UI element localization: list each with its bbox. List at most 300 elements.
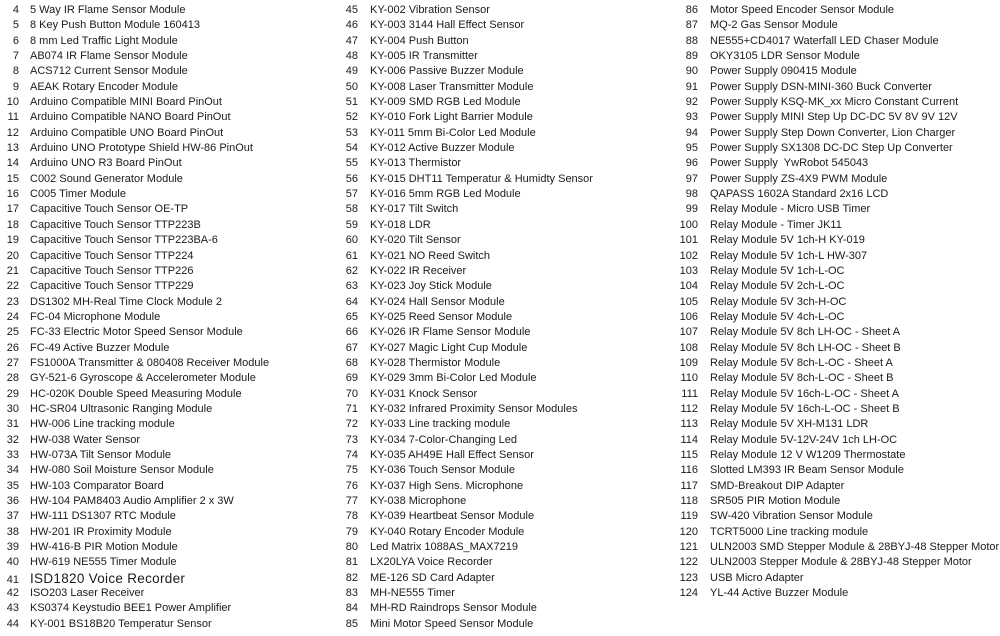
item-number: 99 xyxy=(685,203,698,216)
item-number: 95 xyxy=(685,142,698,155)
item-label: KY-003 3144 Hall Effect Sensor xyxy=(370,19,525,32)
item-number: 89 xyxy=(685,50,698,63)
item-number: 75 xyxy=(345,464,358,477)
item-label: MQ-2 Gas Sensor Module xyxy=(710,19,838,32)
list-item xyxy=(340,417,593,432)
list-item xyxy=(340,341,593,356)
item-number: 57 xyxy=(345,188,358,201)
item-label: HW-201 IR Proximity Module xyxy=(30,525,172,538)
item-number: 78 xyxy=(345,510,358,523)
item-number: 105 xyxy=(679,295,698,308)
item-label: Relay Module 5V 2ch-L-OC xyxy=(710,280,845,293)
item-label: ULN2003 Stepper Module & 28BYJ-48 Stepper Motor xyxy=(710,556,972,569)
list-item xyxy=(340,218,593,233)
item-label: KY-005 IR Transmitter xyxy=(370,50,478,63)
item-label: FC-04 Microphone Module xyxy=(30,310,161,323)
list-item xyxy=(5,264,269,279)
list-item xyxy=(5,249,269,264)
list-column xyxy=(675,3,999,601)
item-label: HW-111 DS1307 RTC Module xyxy=(30,510,176,523)
item-number: 72 xyxy=(345,418,358,431)
item-number: 50 xyxy=(345,80,358,93)
item-label: HW-104 PAM8403 Audio Amplifier 2 x 3W xyxy=(30,495,234,507)
item-label: Relay Module - Micro USB Timer xyxy=(710,203,871,216)
list-item xyxy=(5,356,269,371)
item-label: KY-038 Microphone xyxy=(370,495,467,507)
list-item xyxy=(5,601,269,616)
item-number: 69 xyxy=(345,372,358,385)
list-item xyxy=(675,417,999,432)
item-number: 36 xyxy=(6,495,19,507)
item-label: Arduino Compatible NANO Board PinOut xyxy=(30,111,231,124)
item-label: ISD1820 Voice Recorder xyxy=(30,570,186,586)
list-item xyxy=(5,509,269,524)
list-item xyxy=(340,141,593,156)
list-item xyxy=(5,540,269,555)
list-item xyxy=(675,387,999,402)
item-label: DS1302 MH-Real Time Clock Module 2 xyxy=(30,295,222,308)
list-item xyxy=(340,295,593,310)
list-item xyxy=(5,310,269,325)
list-item xyxy=(5,34,269,49)
item-label: Arduino Compatible UNO Board PinOut xyxy=(30,126,224,139)
item-number: 54 xyxy=(345,142,358,155)
list-item xyxy=(340,617,593,632)
item-label: NE555+CD4017 Waterfall LED Chaser Module xyxy=(710,34,939,47)
item-number: 34 xyxy=(6,464,19,477)
list-item xyxy=(675,341,999,356)
item-number: 64 xyxy=(345,295,358,308)
list-item xyxy=(340,18,593,33)
item-label: 5 Way IR Flame Sensor Module xyxy=(30,4,186,16)
item-number: 122 xyxy=(679,556,698,569)
item-number: 55 xyxy=(345,157,358,170)
item-label: Capacitive Touch Sensor TTP224 xyxy=(30,249,194,262)
item-number: 120 xyxy=(679,525,698,538)
item-number: 81 xyxy=(345,556,358,569)
item-label: HW-619 NE555 Timer Module xyxy=(30,556,177,569)
item-number: 60 xyxy=(345,234,358,247)
list-item xyxy=(675,463,999,478)
item-label: Relay Module 5V XH-M131 LDR xyxy=(710,418,869,431)
list-item xyxy=(675,540,999,555)
item-number: 119 xyxy=(680,510,698,523)
item-label: Mini Motor Speed Sensor Module xyxy=(370,617,534,630)
item-label: FS1000A Transmitter & 080408 Receiver Module xyxy=(30,356,270,369)
item-label: Relay Module 5V 1ch-H KY-019 xyxy=(710,234,865,247)
item-number: 9 xyxy=(12,80,19,93)
item-number: 28 xyxy=(6,372,19,385)
item-label: Relay Module - Timer JK11 xyxy=(710,218,842,231)
item-number: 62 xyxy=(345,264,358,277)
item-number: 83 xyxy=(345,587,358,600)
item-label: Capacitive Touch Sensor TTP226 xyxy=(30,264,194,277)
item-number: 42 xyxy=(6,587,19,600)
item-label: 8 mm Led Traffic Light Module xyxy=(30,34,178,47)
list-item xyxy=(340,433,593,448)
list-item xyxy=(340,586,593,601)
item-label: Relay Module 12 V W1209 Thermostate xyxy=(710,448,906,461)
item-label: KY-027 Magic Light Cup Module xyxy=(370,341,528,354)
list-item xyxy=(675,310,999,325)
list-item xyxy=(675,49,999,64)
item-label: Relay Module 5V-12V-24V 1ch LH-OC xyxy=(710,433,898,446)
item-number: 17 xyxy=(6,203,19,216)
item-number: 13 xyxy=(6,142,19,155)
item-number: 65 xyxy=(345,310,358,323)
item-label: KY-009 SMD RGB Led Module xyxy=(370,96,521,109)
item-number: 48 xyxy=(345,50,358,63)
item-label: KY-032 Infrared Proximity Sensor Modules xyxy=(370,402,578,415)
list-item xyxy=(340,540,593,555)
item-number: 103 xyxy=(679,264,698,277)
list-item xyxy=(675,80,999,95)
item-number: 39 xyxy=(6,541,19,554)
list-item xyxy=(340,402,593,417)
item-label: GY-521-6 Gyroscope & Accelerometer Module xyxy=(30,372,256,385)
list-item xyxy=(675,571,999,586)
item-label: 8 Key Push Button Module 160413 xyxy=(30,19,201,32)
list-item xyxy=(675,3,999,18)
item-number: 77 xyxy=(345,495,358,507)
item-number: 18 xyxy=(6,218,19,231)
item-number: 76 xyxy=(345,479,358,492)
item-label: KY-001 BS18B20 Temperatur Sensor xyxy=(30,617,212,630)
item-number: 67 xyxy=(345,341,358,354)
item-label: ISO203 Laser Receiver xyxy=(30,587,145,600)
list-item xyxy=(5,325,269,340)
item-label: KY-018 LDR xyxy=(370,218,431,231)
list-item xyxy=(340,279,593,294)
item-number: 14 xyxy=(6,157,19,170)
item-label: SW-420 Vibration Sensor Module xyxy=(710,510,873,523)
list-item xyxy=(340,202,593,217)
item-label: MH-RD Raindrops Sensor Module xyxy=(370,602,537,615)
item-label: Arduino UNO R3 Board PinOut xyxy=(30,157,182,170)
item-label: YL-44 Active Buzzer Module xyxy=(710,587,849,600)
item-number: 43 xyxy=(6,602,19,615)
item-label: KY-022 IR Receiver xyxy=(370,264,467,277)
item-number: 84 xyxy=(345,602,358,615)
list-item xyxy=(5,110,269,125)
item-label: Capacitive Touch Sensor TTP229 xyxy=(30,280,194,293)
item-number: 11 xyxy=(7,111,19,124)
list-item xyxy=(5,49,269,64)
item-label: KY-004 Push Button xyxy=(370,34,469,47)
list-item xyxy=(675,325,999,340)
list-item xyxy=(675,233,999,248)
list-item xyxy=(340,494,593,509)
item-label: ULN2003 SMD Stepper Module & 28BYJ-48 Stepper Motor xyxy=(710,541,1000,554)
item-label: C002 Sound Generator Module xyxy=(30,172,183,185)
list-item xyxy=(5,479,269,494)
item-label: KY-029 3mm Bi-Color Led Module xyxy=(370,372,537,385)
list-item xyxy=(675,187,999,202)
item-number: 58 xyxy=(345,203,358,216)
list-item xyxy=(5,433,269,448)
item-number: 44 xyxy=(6,617,19,630)
item-number: 90 xyxy=(685,65,698,78)
item-number: 110 xyxy=(680,372,698,385)
item-number: 92 xyxy=(685,96,698,109)
item-label: KY-017 Tilt Switch xyxy=(370,203,459,216)
item-number: 116 xyxy=(680,464,698,477)
item-label: QAPASS 1602A Standard 2x16 LCD xyxy=(710,188,889,201)
list-item xyxy=(5,187,269,202)
item-number: 100 xyxy=(679,218,698,231)
item-label: KY-024 Hall Sensor Module xyxy=(370,295,505,308)
list-item xyxy=(340,479,593,494)
list-item xyxy=(5,233,269,248)
list-item xyxy=(675,156,999,171)
list-item xyxy=(5,617,269,632)
item-label: Relay Module 5V 1ch-L HW-307 xyxy=(710,249,868,262)
item-label: Arduino UNO Prototype Shield HW-86 PinOut xyxy=(30,142,253,155)
list-item xyxy=(675,249,999,264)
list-item xyxy=(340,156,593,171)
list-item xyxy=(340,49,593,64)
list-item xyxy=(5,555,269,570)
list-item xyxy=(5,341,269,356)
item-number: 71 xyxy=(345,402,358,415)
item-number: 123 xyxy=(679,571,698,584)
list-item xyxy=(340,249,593,264)
item-label: Relay Module 5V 8ch LH-OC - Sheet B xyxy=(710,341,901,354)
item-label: KY-034 7-Color-Changing Led xyxy=(370,433,517,446)
list-column xyxy=(340,3,593,632)
list-item xyxy=(675,202,999,217)
list-item xyxy=(675,371,999,386)
list-item xyxy=(675,34,999,49)
item-label: KY-035 AH49E Hall Effect Sensor xyxy=(370,448,534,461)
item-number: 29 xyxy=(6,387,19,400)
item-number: 87 xyxy=(685,19,698,32)
item-label: KY-010 Fork Light Barrier Module xyxy=(370,111,533,124)
item-label: FC-49 Active Buzzer Module xyxy=(30,341,170,354)
list-item xyxy=(340,463,593,478)
list-item xyxy=(675,586,999,601)
item-number: 21 xyxy=(6,264,19,277)
list-item xyxy=(5,295,269,310)
list-item xyxy=(5,95,269,110)
item-label: KY-020 Tilt Sensor xyxy=(370,234,461,247)
list-item xyxy=(340,64,593,79)
list-item xyxy=(675,494,999,509)
list-item xyxy=(340,509,593,524)
item-number: 96 xyxy=(685,157,698,170)
item-number: 19 xyxy=(6,234,19,247)
list-item xyxy=(675,402,999,417)
item-label: KY-028 Thermistor Module xyxy=(370,356,501,369)
item-number: 70 xyxy=(345,387,358,400)
list-item xyxy=(5,3,269,18)
item-label: HC-SR04 Ultrasonic Ranging Module xyxy=(30,402,213,415)
item-number: 53 xyxy=(345,126,358,139)
list-item xyxy=(675,509,999,524)
list-item xyxy=(5,463,269,478)
list-item xyxy=(5,156,269,171)
item-label: KY-023 Joy Stick Module xyxy=(370,280,492,293)
list-item xyxy=(340,325,593,340)
item-number: 52 xyxy=(345,111,358,124)
list-item xyxy=(5,371,269,386)
item-number: 68 xyxy=(345,356,358,369)
item-label: AB074 IR Flame Sensor Module xyxy=(30,50,188,63)
item-label: FC-33 Electric Motor Speed Sensor Module xyxy=(30,326,243,339)
item-number: 118 xyxy=(680,495,698,507)
item-number: 37 xyxy=(6,510,19,523)
list-item xyxy=(340,387,593,402)
item-label: KY-031 Knock Sensor xyxy=(370,387,478,400)
item-number: 49 xyxy=(345,65,358,78)
list-item xyxy=(340,95,593,110)
item-number: 79 xyxy=(345,525,358,538)
item-number: 61 xyxy=(345,249,358,262)
list-item xyxy=(5,448,269,463)
item-label: Power Supply Step Down Converter, Lion Charger xyxy=(710,126,956,139)
list-item xyxy=(5,387,269,402)
item-label: USB Micro Adapter xyxy=(710,571,804,584)
list-item xyxy=(5,279,269,294)
item-label: Motor Speed Encoder Sensor Module xyxy=(710,4,895,16)
list-item xyxy=(340,187,593,202)
item-label: HC-020K Double Speed Measuring Module xyxy=(30,387,242,400)
list-item xyxy=(5,80,269,95)
item-label: HW-080 Soil Moisture Sensor Module xyxy=(30,464,214,477)
item-number: 4 xyxy=(12,4,19,16)
list-item xyxy=(675,525,999,540)
item-number: 59 xyxy=(345,218,358,231)
item-label: HW-073A Tilt Sensor Module xyxy=(30,448,172,461)
item-label: LX20LYA Voice Recorder xyxy=(370,556,493,569)
item-number: 8 xyxy=(12,65,19,78)
item-number: 98 xyxy=(685,188,698,201)
item-label: KY-037 High Sens. Microphone xyxy=(370,479,524,492)
item-number: 45 xyxy=(345,4,358,16)
item-number: 20 xyxy=(6,249,19,262)
list-item xyxy=(340,601,593,616)
item-number: 107 xyxy=(679,326,698,339)
list-column xyxy=(5,3,269,632)
item-label: Led Matrix 1088AS_MAX7219 xyxy=(370,541,518,554)
item-label: Relay Module 5V 3ch-H-OC xyxy=(710,295,847,308)
item-label: AEAK Rotary Encoder Module xyxy=(30,80,178,93)
list-item xyxy=(675,279,999,294)
item-label: KY-013 Thermistor xyxy=(370,157,462,170)
item-number: 86 xyxy=(685,4,698,16)
item-number: 88 xyxy=(685,34,698,47)
item-number: 31 xyxy=(6,418,19,431)
item-number: 33 xyxy=(6,448,19,461)
item-label: KS0374 Keystudio BEE1 Power Amplifier xyxy=(30,602,232,615)
item-label: KY-021 NO Reed Switch xyxy=(370,249,491,262)
item-label: Relay Module 5V 8ch-L-OC - Sheet A xyxy=(710,356,893,369)
list-item xyxy=(675,110,999,125)
list-item xyxy=(5,571,269,586)
item-label: Power Supply SX1308 DC-DC Step Up Converter xyxy=(710,142,953,155)
list-item xyxy=(5,202,269,217)
item-number: 121 xyxy=(679,541,698,554)
item-number: 82 xyxy=(345,571,358,584)
list-item xyxy=(340,110,593,125)
item-number: 26 xyxy=(6,341,19,354)
list-item xyxy=(675,172,999,187)
item-number: 27 xyxy=(6,356,19,369)
list-item xyxy=(340,34,593,49)
item-label: KY-002 Vibration Sensor xyxy=(370,4,490,16)
item-number: 6 xyxy=(12,34,19,47)
item-number: 106 xyxy=(679,310,698,323)
list-item xyxy=(675,479,999,494)
item-number: 15 xyxy=(6,172,19,185)
item-number: 22 xyxy=(6,280,19,293)
item-number: 25 xyxy=(6,326,19,339)
item-label: Power Supply DSN-MINI-360 Buck Converter xyxy=(710,80,932,93)
list-item xyxy=(340,356,593,371)
item-label: Power Supply 090415 Module xyxy=(710,65,857,78)
item-number: 114 xyxy=(680,433,698,446)
list-item xyxy=(675,218,999,233)
item-label: Power Supply KSQ-MK_xx Micro Constant Current xyxy=(710,96,959,109)
item-number: 109 xyxy=(679,356,698,369)
item-label: KY-040 Rotary Encoder Module xyxy=(370,525,525,538)
item-number: 47 xyxy=(345,34,358,47)
item-number: 30 xyxy=(6,402,19,415)
item-number: 111 xyxy=(681,387,698,400)
item-number: 80 xyxy=(345,541,358,554)
item-number: 104 xyxy=(679,280,698,293)
item-label: KY-025 Reed Sensor Module xyxy=(370,310,513,323)
item-label: KY-016 5mm RGB Led Module xyxy=(370,188,521,201)
list-item xyxy=(5,218,269,233)
item-label: Capacitive Touch Sensor TTP223BA-6 xyxy=(30,234,218,247)
item-number: 40 xyxy=(6,556,19,569)
list-item xyxy=(340,371,593,386)
item-number: 73 xyxy=(345,433,358,446)
list-item xyxy=(675,64,999,79)
list-item xyxy=(340,80,593,95)
item-label: KY-033 Line tracking module xyxy=(370,418,511,431)
list-item xyxy=(675,18,999,33)
item-number: 24 xyxy=(6,310,19,323)
item-label: Arduino Compatible MINI Board PinOut xyxy=(30,96,222,109)
list-item xyxy=(5,126,269,141)
item-label: KY-015 DHT11 Temperatur & Humidty Sensor xyxy=(370,172,593,185)
item-number: 117 xyxy=(680,479,698,492)
list-item xyxy=(5,141,269,156)
item-label: KY-036 Touch Sensor Module xyxy=(370,464,515,477)
item-number: 23 xyxy=(6,295,19,308)
item-label: Power Supply ZS-4X9 PWM Module xyxy=(710,172,888,185)
item-number: 115 xyxy=(680,448,698,461)
item-label: Relay Module 5V 1ch-L-OC xyxy=(710,264,845,277)
item-number: 38 xyxy=(6,525,19,538)
list-item xyxy=(675,141,999,156)
item-label: OKY3105 LDR Sensor Module xyxy=(710,50,860,63)
list-item xyxy=(675,95,999,110)
list-item xyxy=(675,448,999,463)
item-number: 113 xyxy=(680,418,698,431)
item-number: 51 xyxy=(345,96,358,109)
item-label: HW-038 Water Sensor xyxy=(30,433,141,446)
list-item xyxy=(340,555,593,570)
list-item xyxy=(340,264,593,279)
item-label: Relay Module 5V 16ch-L-OC - Sheet B xyxy=(710,402,900,415)
item-number: 41 xyxy=(6,573,19,586)
item-label: Power Supply YwRobot 545043 xyxy=(710,157,869,170)
item-label: ME-126 SD Card Adapter xyxy=(370,571,495,584)
list-item xyxy=(675,433,999,448)
